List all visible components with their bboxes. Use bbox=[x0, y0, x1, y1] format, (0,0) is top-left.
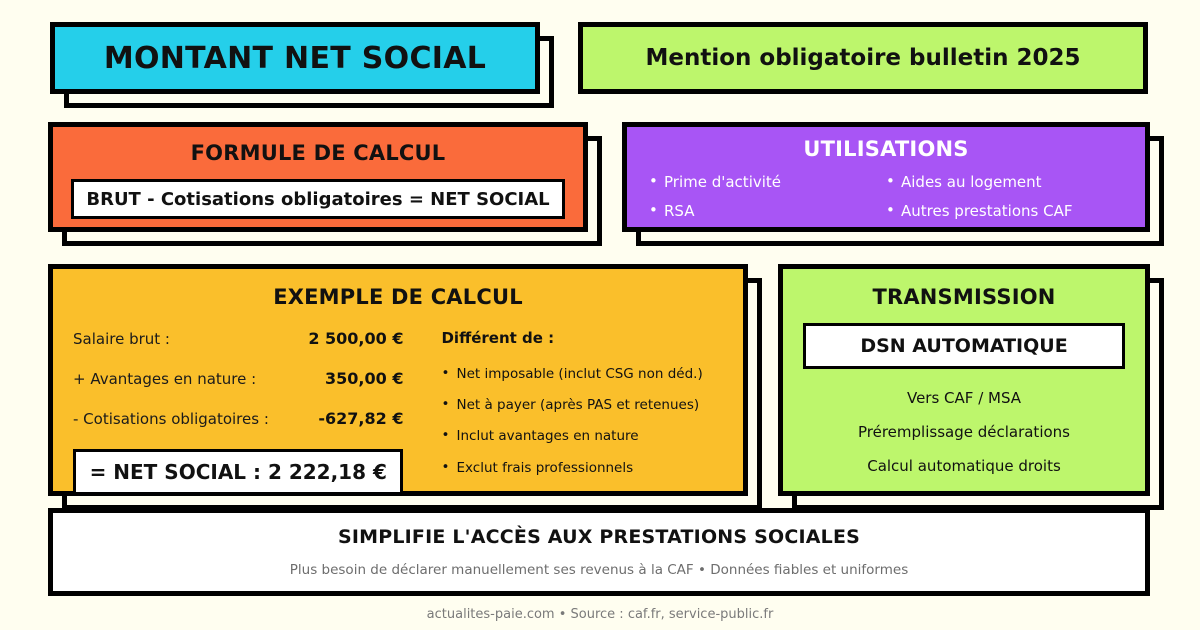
example-different-column bbox=[419, 329, 723, 495]
page-title: MONTANT NET SOCIAL bbox=[103, 40, 487, 76]
formula-card bbox=[48, 122, 588, 232]
formula-panel bbox=[48, 122, 588, 232]
list-item: • RSA bbox=[649, 204, 886, 220]
different-heading: Différent de : bbox=[441, 329, 555, 347]
table-row bbox=[73, 409, 403, 428]
utilisations-list-left bbox=[649, 175, 886, 220]
utilisations-column-left bbox=[649, 175, 886, 233]
transmission-highlight-strip bbox=[803, 323, 1125, 369]
transmission-lines bbox=[803, 389, 1125, 475]
table-row bbox=[73, 369, 403, 388]
list-item: • Autres prestations CAF bbox=[886, 204, 1123, 220]
list-item: • Net imposable (inclut CSG non déd.) bbox=[441, 367, 723, 381]
utilisations-card bbox=[622, 122, 1150, 232]
transmission-line: Calcul automatique droits bbox=[867, 457, 1061, 475]
list-item: • Inclut avantages en nature bbox=[441, 429, 723, 443]
example-title: EXEMPLE DE CALCUL bbox=[273, 285, 523, 309]
calc-label: + Avantages en nature : bbox=[73, 370, 257, 388]
transmission-highlight-text: DSN AUTOMATIQUE bbox=[860, 335, 1068, 357]
utilisations-column-right bbox=[886, 175, 1123, 233]
transmission-line: Préremplissage déclarations bbox=[858, 423, 1070, 441]
transmission-line: Vers CAF / MSA bbox=[906, 389, 1022, 407]
utilisations-list-right bbox=[886, 175, 1123, 220]
formula-title: FORMULE DE CALCUL bbox=[190, 141, 446, 165]
example-card bbox=[48, 264, 748, 496]
calc-label: Salaire brut : bbox=[73, 330, 170, 348]
header-title-card bbox=[50, 22, 540, 94]
calc-value: 2 500,00 € bbox=[308, 329, 404, 348]
list-item: • Exclut frais professionnels bbox=[441, 461, 723, 475]
formula-equation-text: BRUT - Cotisations obligatoires = NET SOCIAL bbox=[86, 188, 550, 210]
transmission-panel bbox=[778, 264, 1150, 496]
transmission-card bbox=[778, 264, 1150, 496]
example-columns bbox=[73, 329, 723, 495]
header-badge-panel bbox=[578, 22, 1148, 94]
utilisations-columns bbox=[649, 175, 1123, 233]
summary-banner-card bbox=[48, 508, 1150, 596]
summary-banner-panel bbox=[48, 508, 1150, 596]
utilisations-panel bbox=[622, 122, 1150, 232]
transmission-title: TRANSMISSION bbox=[872, 285, 1056, 309]
different-list bbox=[441, 367, 723, 475]
example-result-strip bbox=[73, 449, 403, 495]
summary-banner-title: SIMPLIFIE L'ACCÈS AUX PRESTATIONS SOCIALES bbox=[337, 526, 861, 548]
calc-value: -627,82 € bbox=[318, 409, 404, 428]
utilisations-title: UTILISATIONS bbox=[803, 137, 969, 161]
calc-value: 350,00 € bbox=[325, 369, 404, 388]
header-badge-card bbox=[578, 22, 1148, 94]
header-title-panel bbox=[50, 22, 540, 94]
formula-equation-strip bbox=[71, 179, 565, 219]
example-calc-column bbox=[73, 329, 419, 495]
list-item: • Prime d'activité bbox=[649, 175, 886, 191]
list-item: • Net à payer (après PAS et retenues) bbox=[441, 398, 723, 412]
header-badge-label: Mention obligatoire bulletin 2025 bbox=[645, 45, 1081, 71]
summary-banner-subtitle: Plus besoin de déclarer manuellement ses revenus à la CAF • Données fiables et uniformes bbox=[289, 562, 909, 578]
example-result-text: = NET SOCIAL : 2 222,18 € bbox=[89, 460, 387, 484]
footer-source-text: actualites-paie.com • Source : caf.fr, service-public.fr bbox=[426, 607, 774, 622]
table-row bbox=[73, 329, 403, 348]
example-panel bbox=[48, 264, 748, 496]
calc-label: - Cotisations obligatoires : bbox=[73, 410, 269, 428]
list-item: • Aides au logement bbox=[886, 175, 1123, 191]
